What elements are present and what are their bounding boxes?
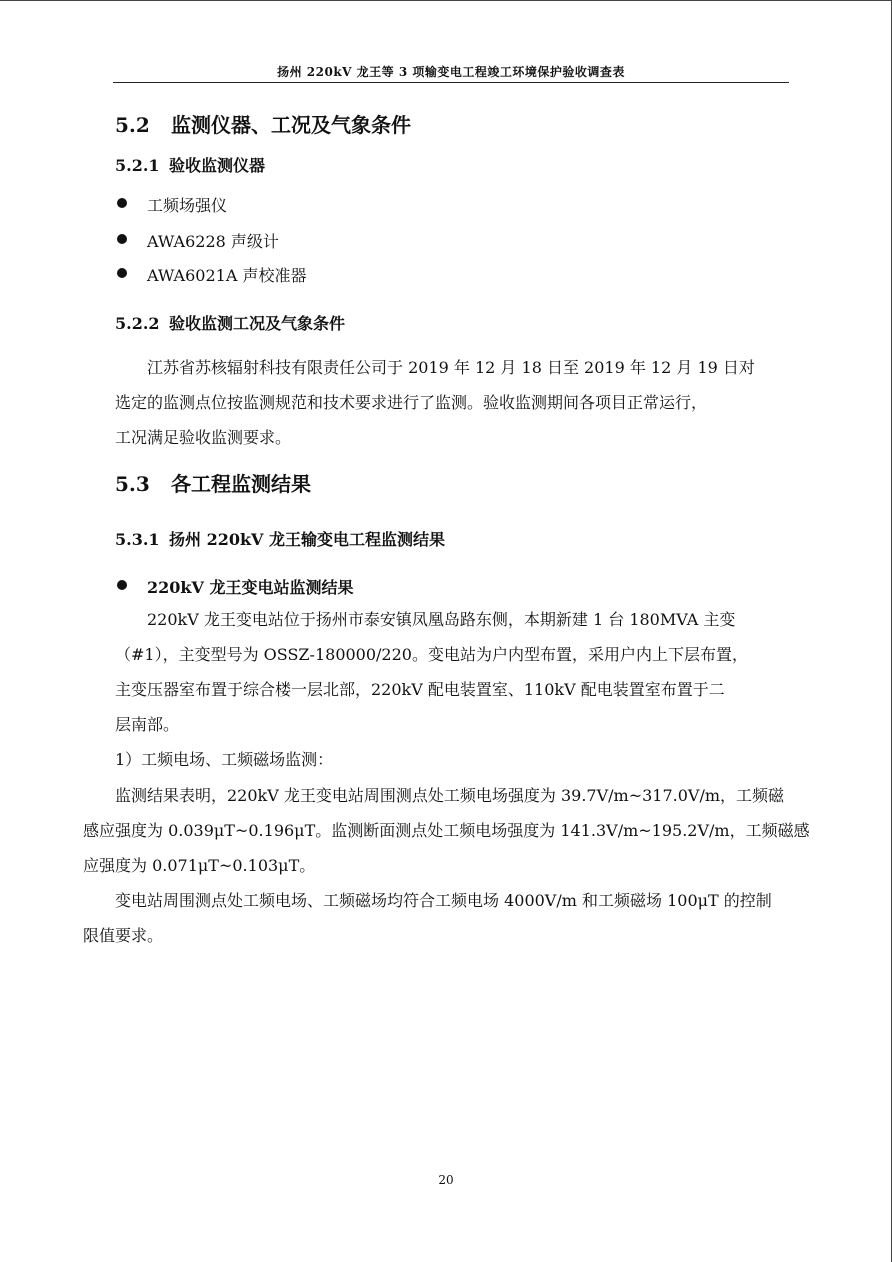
running-header: 扬州 220kV 龙王等 3 项输变电工程竣工环境保护验收调查表	[277, 65, 625, 79]
paragraph-line: 限值要求。	[83, 926, 164, 945]
subsection-title: 扬州 220kV 龙王输变电工程监测结果	[169, 530, 446, 549]
section-number: 5.2	[115, 113, 150, 137]
subsection-heading-5-3-1	[115, 527, 445, 550]
bullet-icon	[117, 580, 127, 590]
bullet-icon	[117, 268, 127, 278]
paragraph-line: 应强度为 0.071μT~0.103μT。	[83, 856, 316, 875]
instrument-item: 工频场强仪	[147, 196, 228, 215]
section-title: 监测仪器、工况及气象条件	[171, 113, 411, 137]
paragraph-line: 工况满足验收监测要求。	[115, 428, 292, 447]
section-number: 5.3	[115, 472, 150, 496]
bullet-icon	[117, 198, 127, 208]
paragraph-line: 层南部。	[115, 715, 180, 734]
subsection-heading-5-2-1	[115, 153, 265, 176]
item-label: 1）工频电场、工频磁场监测：	[115, 750, 334, 769]
paragraph-line: 主变压器室布置于综合楼一层北部，220kV 配电装置室、110kV 配电装置室布置于二	[115, 680, 725, 699]
subsection-title: 验收监测工况及气象条件	[169, 314, 346, 333]
paragraph-line: 监测结果表明，220kV 龙王变电站周围测点处工频电场强度为 39.7V/m~317.0V/m，工频磁	[115, 786, 785, 805]
paragraph-line: 江苏省苏核辐射科技有限责任公司于 2019 年 12 月 18 日至 2019 年 12 月 19 日对	[147, 358, 755, 377]
header-rule	[113, 82, 789, 83]
subsection-number: 5.3.1	[115, 530, 160, 549]
subsection-number: 5.2.2	[115, 314, 160, 333]
bullet-icon	[117, 234, 127, 244]
paragraph-line: （#1），主变型号为 OSSZ-180000/220。变电站为户内型布置，采用户内上下层布置，	[115, 645, 748, 664]
paragraph-line: 变电站周围测点处工频电场、工频磁场均符合工频电场 4000V/m 和工频磁场 100μT 的控制	[115, 891, 772, 910]
paragraph-line: 感应强度为 0.039μT~0.196μT。监测断面测点处工频电场强度为 141.3V/m~195.2V/m，工频磁感	[83, 821, 810, 840]
subsection-number: 5.2.1	[115, 156, 160, 175]
section-heading-5-3	[115, 468, 311, 497]
paragraph-line: 选定的监测点位按监测规范和技术要求进行了监测。验收监测期间各项目正常运行，	[115, 393, 708, 412]
subsection-heading-5-2-2	[115, 311, 345, 334]
page-border-top	[0, 0, 892, 1]
substation-results-heading: 220kV 龙王变电站监测结果	[147, 578, 354, 597]
page-number: 20	[438, 1173, 454, 1187]
paragraph-line: 220kV 龙王变电站位于扬州市泰安镇凤凰岛路东侧，本期新建 1 台 180MVA 主变	[147, 610, 736, 629]
section-heading-5-2	[115, 109, 411, 138]
section-title: 各工程监测结果	[171, 472, 311, 496]
instrument-item: AWA6021A 声校准器	[147, 266, 307, 285]
subsection-title: 验收监测仪器	[169, 156, 266, 175]
instrument-item: AWA6228 声级计	[147, 232, 279, 251]
